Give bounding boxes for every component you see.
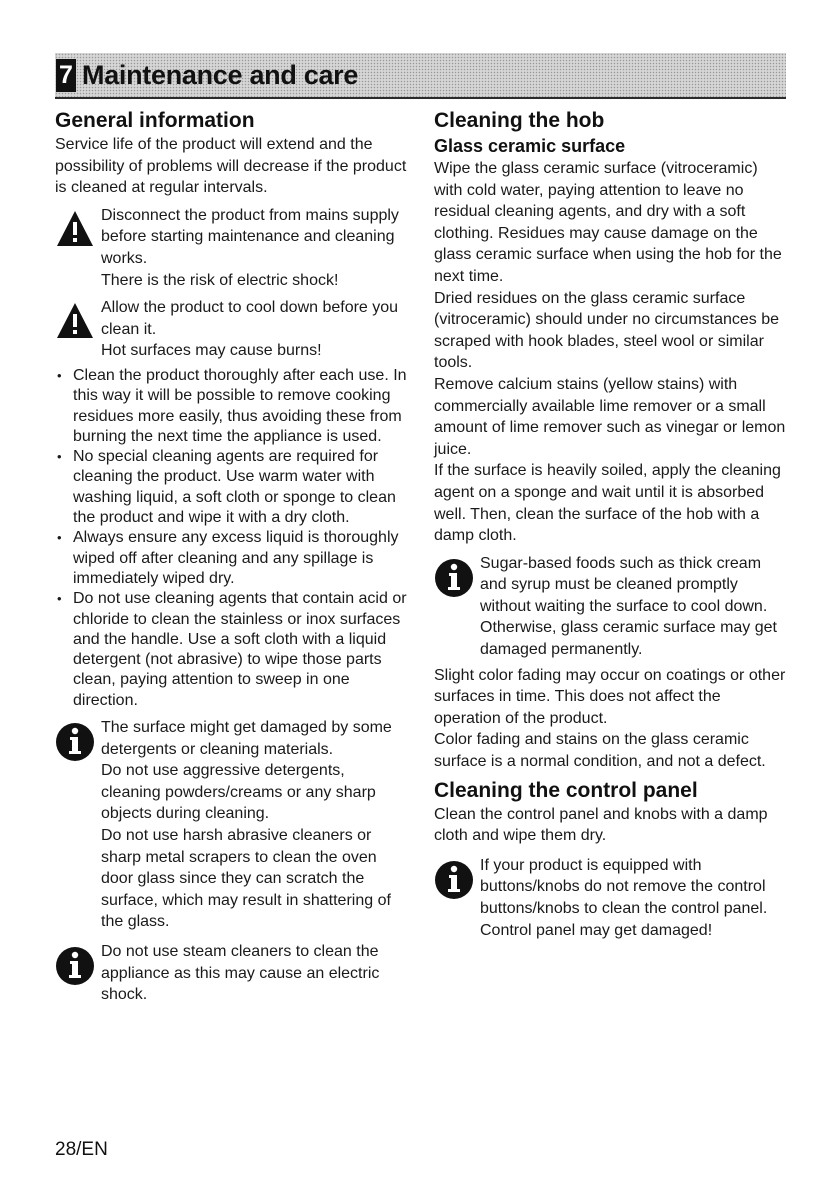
control-panel-paragraph: Clean the control panel and knobs with a damp cloth and wipe them dry. [434, 805, 768, 845]
warning-line: Disconnect the product from mains supply before starting maintenance and cleaning works. [101, 206, 399, 267]
warning-line: Hot surfaces may cause burns! [101, 342, 322, 360]
list-item: • Clean the product thoroughly after each use. In this way it will be possible to remove cooking residues more easily, thus avoiding these from burning the next time the appliance is used. [55, 366, 407, 447]
intro-paragraph: Service life of the product will extend and the possibility of problems will decrease if the product is cleaned at regular intervals. [55, 136, 407, 197]
list-item: • No special cleaning agents are required for cleaning the product. Use warm water with washing liquid, a soft cloth or sponge to clean the product and wipe it with a dry cloth. [55, 447, 407, 528]
info-line: Do not use harsh abrasive cleaners or sharp metal scrapers to clean the oven door glass since they can scratch the surface, which may result in shattering of the glass. [101, 826, 391, 931]
info-note [55, 941, 407, 1006]
info-icon [434, 553, 480, 599]
subheading-glass-ceramic-surface: Glass ceramic surface [434, 136, 626, 156]
info-line: The surface might get damaged by some detergents or cleaning materials. [101, 718, 392, 758]
section-heading-cleaning-the-control-panel: Cleaning the control panel [434, 778, 698, 802]
info-note [434, 855, 786, 941]
info-note [434, 553, 786, 661]
hob-paragraph: Remove calcium stains (yellow stains) with commercially available lime remover or a small amount of lime remover such as vinegar or lemon juice. [434, 375, 786, 458]
warning-icon [55, 205, 101, 249]
cleaning-bullet-list [55, 366, 407, 711]
warning-line: Allow the product to cool down before you clean it. [101, 299, 399, 338]
warning-icon [55, 297, 101, 341]
left-column [55, 107, 407, 1006]
info-icon [55, 941, 101, 987]
info-line: If your product is equipped with buttons/knobs do not remove the control buttons/knobs to clean the control panel. [480, 856, 768, 917]
info-line: Control panel may get damaged! [480, 921, 713, 939]
list-item: • Do not use cleaning agents that contain acid or chloride to clean the stainless or inox surfaces and the handle. Use a soft cloth with a liquid detergent (not abrasive) to wipe those parts clean, paying attention to sweep in one direction. [55, 589, 407, 711]
chapter-number: 7 [56, 59, 76, 92]
chapter-banner [55, 53, 786, 99]
warning-note [55, 205, 407, 291]
section-heading-cleaning-the-hob: Cleaning the hob [434, 109, 605, 132]
info-icon [434, 855, 480, 901]
hob-paragraph: Wipe the glass ceramic surface (vitroceramic) with cold water, paying attention to leave no residual cleaning agents, and dry with a soft clothing. Residues may cause damage on the glass ceramic surface when using the hob for the next time. [434, 160, 782, 285]
info-note [55, 717, 407, 933]
info-line: Sugar-based foods such as thick cream and syrup must be cleaned promptly without waiting the surface to cool down. Otherwise, glass ceramic surface may get damaged permanently. [480, 554, 777, 659]
fading-paragraph: Color fading and stains on the glass ceramic surface is a normal condition, and not a defect. [434, 731, 766, 771]
info-line: Do not use aggressive detergents, cleaning powders/creams or any sharp objects during cleaning. [101, 762, 376, 823]
fading-paragraph: Slight color fading may occur on coatings or other surfaces in time. This does not affect the operation of the product. [434, 666, 786, 727]
info-line: Do not use steam cleaners to clean the appliance as this may cause an electric shock. [101, 942, 380, 1004]
warning-note [55, 297, 407, 362]
right-column [434, 107, 786, 941]
section-heading-general-information: General information [55, 109, 255, 132]
list-item: • Always ensure any excess liquid is thoroughly wiped off after cleaning and any spillage is immediately wiped dry. [55, 528, 407, 589]
warning-line: There is the risk of electric shock! [101, 271, 339, 289]
chapter-title: Maintenance and care [82, 59, 359, 90]
page-number: 28/EN [55, 1139, 108, 1160]
hob-paragraph: Dried residues on the glass ceramic surface (vitroceramic) should under no circumstances be scraped with hook blades, steel wool or similar tools. [434, 289, 780, 372]
info-icon [55, 717, 101, 763]
hob-paragraph: If the surface is heavily soiled, apply the cleaning agent on a sponge and wait until it is absorbed well. Then, clean the surface of the hob with a damp cloth. [434, 462, 781, 545]
